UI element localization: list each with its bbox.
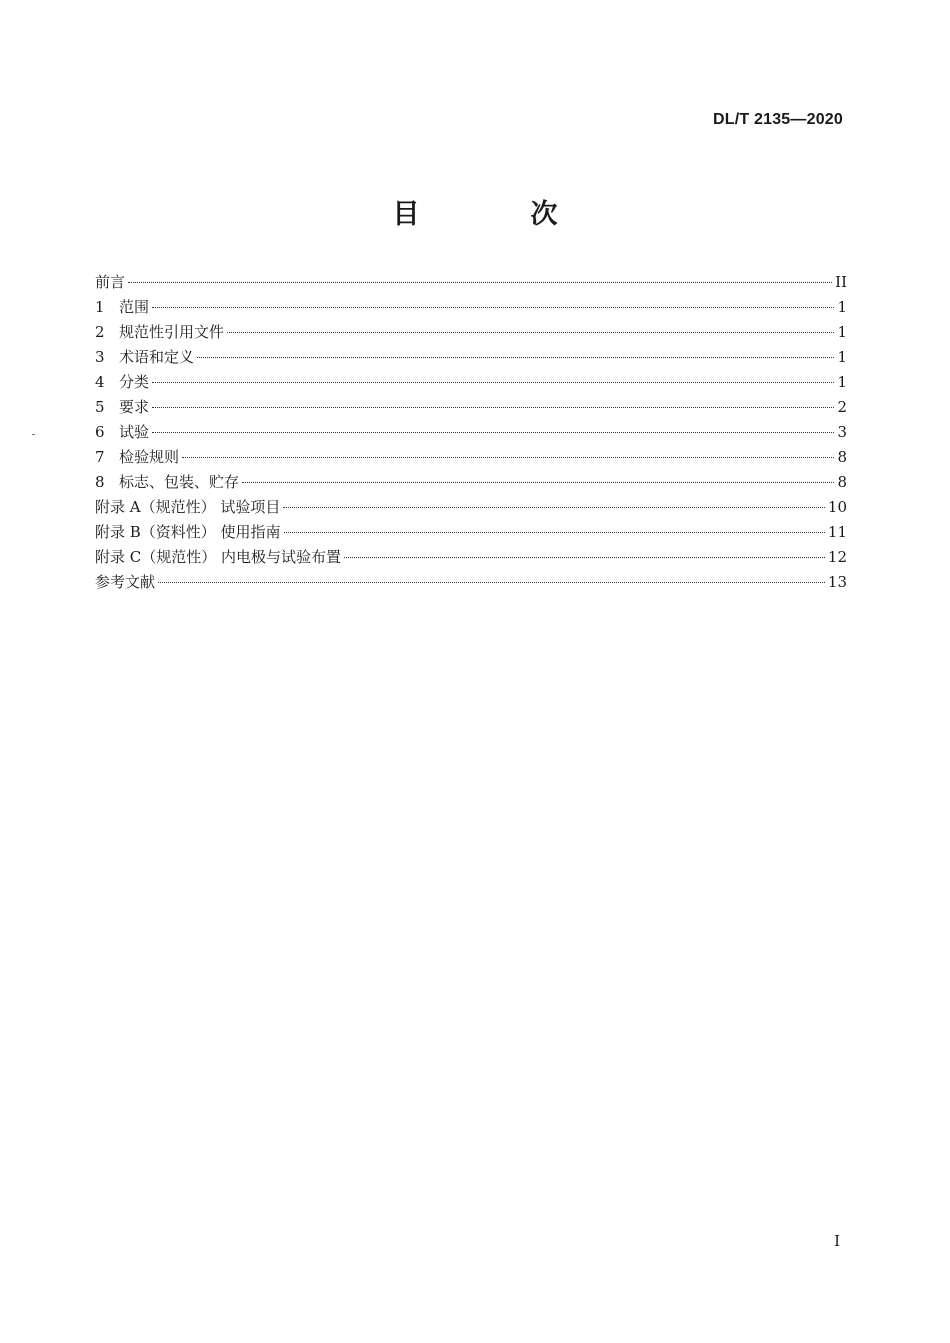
toc-dot-leader [128,282,832,283]
toc-dot-leader [344,557,825,558]
toc-entry-title: 术语和定义 [119,348,195,366]
toc-entry-normative-references[interactable] [95,320,847,345]
toc-entry-bibliography[interactable] [95,570,847,595]
toc-entry-page: 12 [827,548,847,566]
standard-code: DL/T 2135—2020 [713,111,843,128]
toc-dot-leader [227,332,834,333]
toc-entry-title: 规范性引用文件 [119,323,225,341]
toc-entry-title: 标志、包装、贮存 [119,473,240,491]
toc-entry-title: 附录 A（规范性） 试验项目 [95,498,281,516]
toc-dot-leader [197,357,834,358]
toc-dot-leader [152,382,834,383]
toc-entry-number: 7 [95,448,105,466]
toc-entry-title: 分类 [119,373,150,391]
toc-entry-page: 13 [827,573,847,591]
toc-entry-title: 参考文献 [95,573,156,591]
table-of-contents [95,270,847,595]
toc-entry-foreword[interactable] [95,270,847,295]
toc-entry-title: 试验 [119,423,150,441]
toc-entry-classification[interactable] [95,370,847,395]
toc-entry-number: 8 [95,473,105,491]
toc-entry-number: 6 [95,423,105,441]
toc-entry-title: 附录 B（资料性） 使用指南 [95,523,281,541]
toc-dot-leader [182,457,834,458]
toc-entry-title: 前言 [95,273,126,291]
toc-entry-scope[interactable] [95,295,847,320]
toc-entry-page: II [835,273,847,291]
toc-entry-marking-packaging-storage[interactable] [95,470,847,495]
toc-dot-leader [158,582,825,583]
toc-entry-number: 1 [95,298,105,316]
toc-entry-number: 4 [95,373,105,391]
toc-entry-annex-c[interactable] [95,545,847,570]
page-number: I [834,1232,840,1250]
toc-entry-title: 范围 [119,298,150,316]
toc-entry-title: 附录 C（规范性） 内电极与试验布置 [95,548,342,566]
page-title: 目 次 [392,199,600,230]
toc-entry-page: 1 [837,298,847,316]
toc-entry-annex-b[interactable] [95,520,847,545]
toc-entry-title: 检验规则 [119,448,180,466]
toc-entry-terms-definitions[interactable] [95,345,847,370]
toc-entry-inspection-rules[interactable] [95,445,847,470]
toc-dot-leader [283,507,825,508]
toc-dot-leader [152,307,834,308]
toc-entry-page: 1 [837,348,847,366]
toc-entry-page: 10 [827,498,847,516]
toc-entry-annex-a[interactable] [95,495,847,520]
toc-entry-page: 1 [837,323,847,341]
toc-entry-page: 8 [837,448,847,466]
toc-dot-leader [152,432,834,433]
toc-entry-page: 11 [827,523,847,541]
toc-entry-number: 3 [95,348,105,366]
toc-entry-page: 1 [837,373,847,391]
toc-dot-leader [152,407,834,408]
toc-entry-page: 2 [837,398,847,416]
toc-entry-number: 5 [95,398,105,416]
toc-dot-leader [284,532,825,533]
toc-dot-leader [242,482,834,483]
toc-entry-tests[interactable] [95,420,847,445]
toc-entry-page: 3 [837,423,847,441]
toc-entry-requirements[interactable] [95,395,847,420]
toc-entry-number: 2 [95,323,105,341]
scan-artifact [32,434,35,435]
toc-entry-page: 8 [837,473,847,491]
toc-entry-title: 要求 [119,398,150,416]
